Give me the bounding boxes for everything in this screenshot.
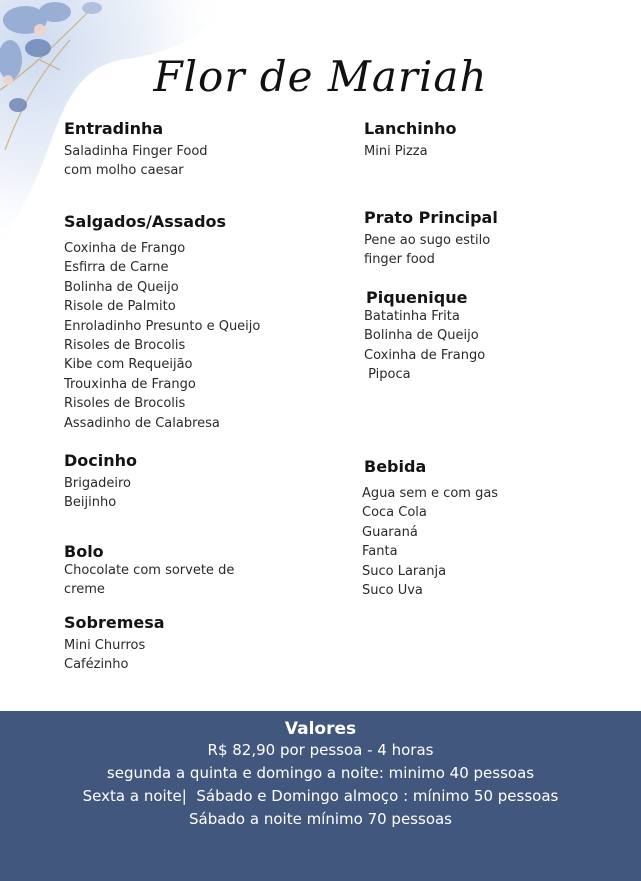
menu-item: Kibe com Requeijão <box>64 357 193 373</box>
footer-title: Valores <box>284 719 357 739</box>
section-heading: Docinho <box>64 451 138 470</box>
price-line: segunda a quinta e domingo a noite: minimo 40 pessoas <box>106 764 535 782</box>
page-title: Flor de Mariah <box>153 52 488 101</box>
menu-item: creme <box>64 582 105 598</box>
section-lanchinho <box>364 119 457 161</box>
menu-item: Suco Laranja <box>362 563 447 579</box>
section-bolo <box>64 542 234 600</box>
menu-item: Suco Uva <box>362 583 423 599</box>
section-heading: Bebida <box>364 457 427 476</box>
menu-item: Brigadeiro <box>64 476 131 491</box>
menu-item: Mini Churros <box>64 638 146 653</box>
menu-item: Saladinha Finger Food <box>64 144 208 159</box>
menu-item: finger food <box>364 252 435 268</box>
menu-item: Cafézinho <box>64 657 129 673</box>
menu-item: Coxinha de Frango <box>64 241 186 256</box>
menu-item: Chocolate com sorvete de <box>64 563 235 578</box>
menu-item: Fanta <box>362 544 398 560</box>
section-bebida <box>364 457 498 600</box>
price-line: R$ 82,90 por pessoa - 4 horas <box>207 741 434 759</box>
price-line: Sábado a noite mínimo 70 pessoas <box>188 810 452 828</box>
section-heading: Piquenique <box>366 288 468 307</box>
menu-item: Agua sem e com gas <box>362 486 499 501</box>
section-heading: Salgados/Assados <box>64 212 227 231</box>
menu-item: Enroladinho Presunto e Queijo <box>64 318 261 334</box>
section-heading: Prato Principal <box>364 208 498 227</box>
section-docinho <box>64 451 137 513</box>
menu-item: Pipoca <box>364 367 411 383</box>
menu-item: Esfirra de Carne <box>64 260 169 276</box>
section-heading: Lanchinho <box>364 119 457 138</box>
pricing-footer <box>0 711 641 881</box>
section-heading: Bolo <box>64 542 104 561</box>
menu-item: Trouxinha de Frango <box>64 376 196 392</box>
section-prato-principal <box>364 208 498 270</box>
menu-item: com molho caesar <box>64 163 184 179</box>
menu-item: Risoles de Brocolis <box>64 396 186 412</box>
menu-item: Pene ao sugo estilo <box>364 233 491 248</box>
menu-item: Assadinho de Calabresa <box>64 415 220 431</box>
price-line: Sexta a noite| Sábado e Domingo almoço : mínimo 50 pessoas <box>82 787 559 805</box>
menu-item: Bolinha de Queijo <box>364 328 479 344</box>
menu-item: Beijinho <box>64 495 117 511</box>
menu-item: Risole de Palmito <box>64 299 176 315</box>
section-salgados-assados <box>64 212 260 433</box>
menu-item: Coxinha de Frango <box>364 347 486 363</box>
menu-item: Batatinha Frita <box>364 309 460 324</box>
section-heading: Entradinha <box>64 119 164 138</box>
section-piquenique <box>366 288 485 385</box>
menu-item: Bolinha de Queijo <box>64 279 179 295</box>
menu-item: Risoles de Brocolis <box>64 338 186 354</box>
section-sobremesa <box>64 613 165 675</box>
section-heading: Sobremesa <box>64 613 165 632</box>
menu-item: Coca Cola <box>362 505 427 521</box>
section-entradinha <box>64 119 208 181</box>
menu-item: Guaraná <box>362 524 418 540</box>
menu-item: Mini Pizza <box>364 144 428 159</box>
